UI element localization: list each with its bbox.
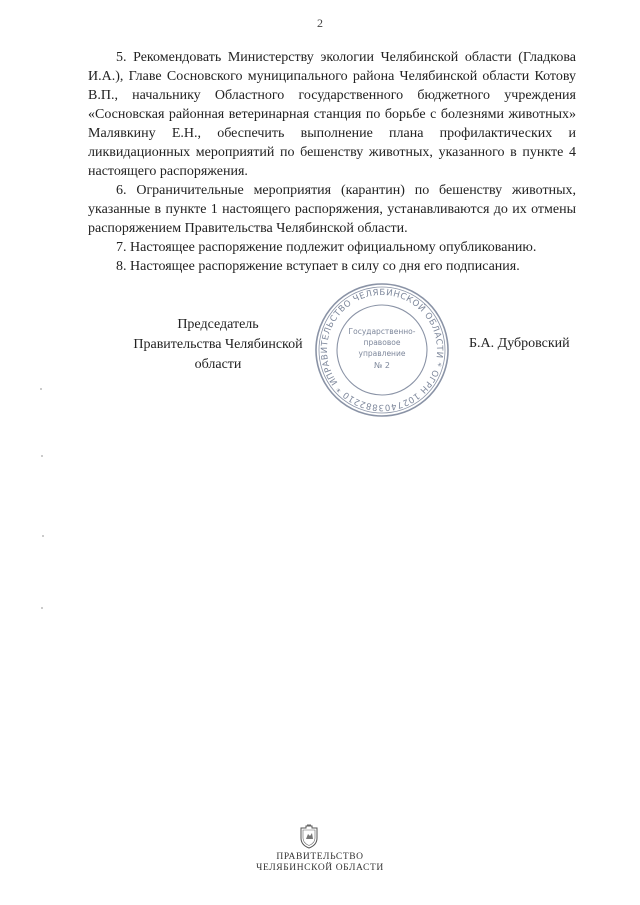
scan-speck bbox=[41, 607, 43, 609]
page-number: 2 bbox=[317, 16, 323, 30]
coat-of-arms-icon bbox=[298, 824, 320, 850]
footer-line1: ПРАВИТЕЛЬСТВО bbox=[276, 852, 364, 862]
footer-line2: ЧЕЛЯБИНСКОЙ ОБЛАСТИ bbox=[256, 863, 384, 873]
stamp-center-line1: Государственно- bbox=[348, 327, 416, 336]
stamp-ring-text: ПРАВИТЕЛЬСТВО ЧЕЛЯБИНСКОЙ ОБЛАСТИ * ОГРН 1027403882210 * ИНН bbox=[319, 287, 445, 413]
stamp-center-line4: № 2 bbox=[374, 361, 390, 370]
paragraph-7: 7. Настоящее распоряжение подлежит официальному опубликованию. bbox=[116, 240, 537, 255]
signatory-position bbox=[118, 315, 318, 375]
official-stamp-icon bbox=[312, 280, 452, 420]
scan-speck bbox=[41, 455, 43, 457]
stamp-center-line3: управление bbox=[358, 349, 406, 358]
stamp-center-line2: правовое bbox=[363, 338, 401, 347]
signatory-name: Б.А. Дубровский bbox=[469, 336, 570, 351]
signatory-position-line2: Правительства Челябинской области bbox=[133, 337, 303, 372]
paragraph-6: 6. Ограничительные мероприятия (карантин) по бешенству животных, указанные в пункте 1 настоящего распоряжения, устанавливаются до их отмены распоряжением Правительства Челябинской области. bbox=[88, 183, 576, 236]
document-body bbox=[88, 48, 576, 276]
paragraph-8: 8. Настоящее распоряжение вступает в силу со дня его подписания. bbox=[116, 259, 520, 274]
scan-speck bbox=[42, 535, 44, 537]
scan-speck bbox=[40, 388, 42, 390]
paragraph-5: 5. Рекомендовать Министерству экологии Челябинской области (Гладкова И.А.), Главе Сосновского муниципального района Челябинской области Котову В.П., начальнику Областного государственного бюджетного учреждения «Сосновская районная ветеринарная станция по борьбе с болезнями животных» Малявкину Е.Н., обеспечить выполнение плана профилактических и ликвидационных мероприятий по бешенству животных, указанного в пункте 4 настоящего распоряжения. bbox=[88, 50, 576, 179]
footer-issuer bbox=[0, 852, 640, 874]
signatory-position-line1: Председатель bbox=[177, 317, 259, 332]
